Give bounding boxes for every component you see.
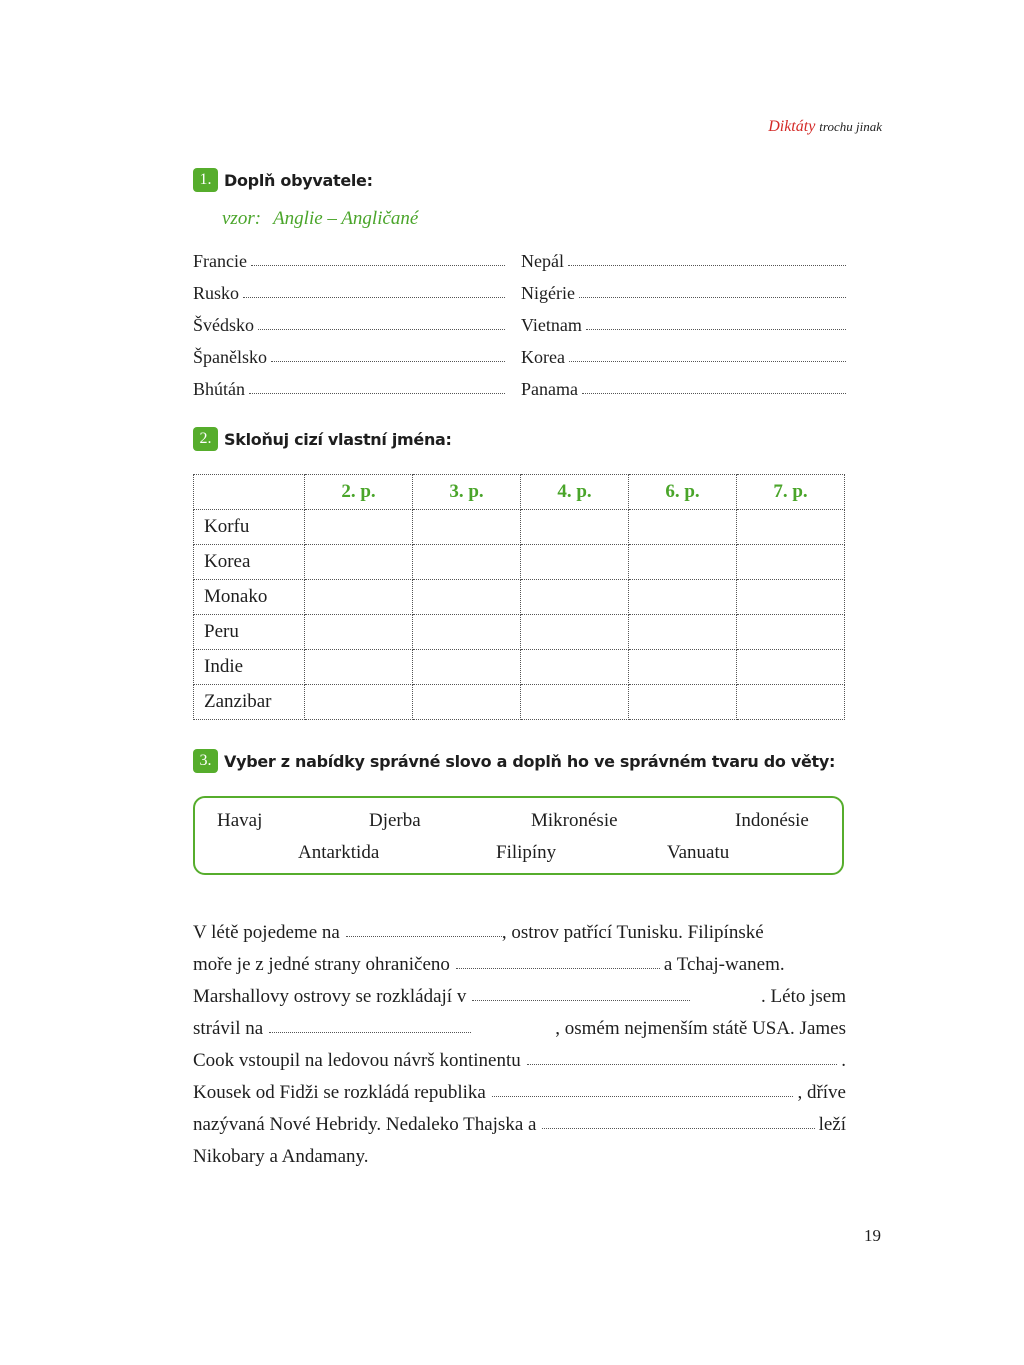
answer-blank[interactable] <box>258 328 505 330</box>
example-line <box>222 208 418 230</box>
exercise-number-badge: 1. <box>193 168 218 192</box>
answer-cell[interactable] <box>305 510 413 545</box>
country-label: Nepál <box>521 251 564 271</box>
exercise-number-badge: 3. <box>193 749 218 773</box>
answer-blank[interactable] <box>527 1063 838 1065</box>
row-label: Zanzibar <box>194 685 305 720</box>
answer-blank[interactable] <box>249 392 505 394</box>
answer-cell[interactable] <box>629 615 737 650</box>
answer-blank[interactable] <box>542 1127 814 1129</box>
page-number: 19 <box>864 1226 881 1245</box>
text-segment: nazývaná Nové Hebridy. Nedaleko Thajska a <box>193 1114 537 1135</box>
text-segment: , osmém nejmenším státě USA. James <box>555 1018 846 1039</box>
answer-cell[interactable] <box>629 545 737 580</box>
column-header: 4. p. <box>521 475 629 510</box>
exercise-instruction: Vyber z nabídky správné slovo a doplň ho ve správném tvaru do věty: <box>224 751 836 771</box>
text-line <box>193 1040 846 1072</box>
answer-blank[interactable] <box>582 392 846 394</box>
table-row <box>194 545 845 580</box>
table-row <box>194 650 845 685</box>
word-bank-box <box>193 796 844 875</box>
answer-blank[interactable] <box>579 296 846 298</box>
row-label: Korea <box>194 545 305 580</box>
exercise-number-badge: 2. <box>193 427 218 451</box>
row-label: Indie <box>194 650 305 685</box>
word-option: Havaj <box>217 810 263 831</box>
answer-cell[interactable] <box>737 685 845 720</box>
country-label: Španělsko <box>193 347 267 367</box>
answer-cell[interactable] <box>521 615 629 650</box>
answer-cell[interactable] <box>413 685 521 720</box>
table-row <box>194 685 845 720</box>
answer-cell[interactable] <box>413 650 521 685</box>
country-label: Rusko <box>193 283 240 303</box>
answer-cell[interactable] <box>413 615 521 650</box>
text-line <box>193 1136 846 1168</box>
answer-cell[interactable] <box>521 580 629 615</box>
answer-cell[interactable] <box>737 650 845 685</box>
answer-cell[interactable] <box>629 650 737 685</box>
answer-blank[interactable] <box>456 967 660 969</box>
fill-row <box>521 336 846 368</box>
word-option: Djerba <box>369 810 421 831</box>
text-segment: V létě pojedeme na <box>193 922 340 943</box>
word-option: Antarktida <box>298 842 380 863</box>
book-subtitle: trochu jinak <box>819 119 882 134</box>
answer-cell[interactable] <box>305 615 413 650</box>
text-segment: . Léto jsem <box>761 986 846 1007</box>
answer-blank[interactable] <box>251 264 505 266</box>
answer-blank[interactable] <box>271 360 505 362</box>
answer-cell[interactable] <box>305 580 413 615</box>
row-label: Peru <box>194 615 305 650</box>
example-text: Anglie – Angličané <box>273 208 419 229</box>
answer-blank[interactable] <box>472 999 690 1001</box>
column-header: 6. p. <box>629 475 737 510</box>
fill-row <box>193 368 505 400</box>
column-header: 3. p. <box>413 475 521 510</box>
text-segment: Marshallovy ostrovy se rozkládají v <box>193 986 467 1007</box>
answer-cell[interactable] <box>737 510 845 545</box>
country-label: Švédsko <box>193 315 255 335</box>
text-segment: leží <box>818 1114 846 1135</box>
answer-cell[interactable] <box>521 685 629 720</box>
answer-cell[interactable] <box>413 580 521 615</box>
text-line <box>193 976 846 1008</box>
fill-row <box>193 240 505 272</box>
answer-blank[interactable] <box>568 264 846 266</box>
exercise-1-heading <box>193 168 373 192</box>
text-segment: Nikobary a Andamany. <box>193 1146 369 1167</box>
fill-row <box>521 272 846 304</box>
country-label: Panama <box>521 379 578 399</box>
answer-blank[interactable] <box>269 1031 471 1033</box>
fill-row <box>193 272 505 304</box>
answer-cell[interactable] <box>629 580 737 615</box>
header-corner <box>194 475 305 510</box>
text-segment: , ostrov patřící Tunisku. Filipínské <box>501 922 764 943</box>
text-line <box>193 912 846 944</box>
country-label: Nigérie <box>521 283 575 303</box>
exercise-instruction: Doplň obyvatele: <box>224 170 373 190</box>
answer-cell[interactable] <box>737 545 845 580</box>
column-header: 2. p. <box>305 475 413 510</box>
word-option: Vanuatu <box>667 842 730 863</box>
fill-row <box>521 368 846 400</box>
table-row <box>194 615 845 650</box>
answer-cell[interactable] <box>629 510 737 545</box>
text-line <box>193 944 846 976</box>
text-line <box>193 1104 846 1136</box>
country-label: Bhútán <box>193 379 245 399</box>
answer-cell[interactable] <box>305 545 413 580</box>
answer-cell[interactable] <box>413 510 521 545</box>
word-option: Filipíny <box>496 842 557 863</box>
text-segment: . <box>841 1050 846 1071</box>
country-label: Vietnam <box>521 315 582 335</box>
word-option: Mikronésie <box>531 810 618 831</box>
answer-cell[interactable] <box>521 545 629 580</box>
answer-cell[interactable] <box>629 685 737 720</box>
answer-cell[interactable] <box>737 580 845 615</box>
exercise-instruction: Skloňuj cizí vlastní jména: <box>224 429 452 449</box>
text-line <box>193 1072 846 1104</box>
exercise-3-heading <box>193 749 835 773</box>
table-header-row <box>194 475 845 510</box>
book-title: Diktáty <box>768 118 816 135</box>
row-label: Monako <box>194 580 305 615</box>
answer-cell[interactable] <box>521 650 629 685</box>
answer-blank[interactable] <box>243 296 505 298</box>
country-label: Korea <box>521 347 565 367</box>
exercise-2-heading <box>193 427 452 451</box>
answer-blank[interactable] <box>569 360 846 362</box>
country-label: Francie <box>193 251 247 271</box>
text-segment: a Tchaj-wanem. <box>663 954 785 975</box>
answer-blank[interactable] <box>346 935 502 937</box>
text-segment: Kousek od Fidži se rozkládá republika <box>193 1082 486 1103</box>
fill-column-right <box>521 240 846 400</box>
fill-row <box>521 304 846 336</box>
answer-cell[interactable] <box>521 510 629 545</box>
answer-cell[interactable] <box>737 615 845 650</box>
text-segment: moře je z jedné strany ohraničeno <box>193 954 450 975</box>
text-segment: Cook vstoupil na ledovou návrš kontinentu <box>193 1050 521 1071</box>
gap-fill-paragraph <box>193 912 846 1168</box>
row-label: Korfu <box>194 510 305 545</box>
text-segment: , dříve <box>797 1082 846 1103</box>
word-option: Indonésie <box>735 810 809 831</box>
answer-cell[interactable] <box>305 650 413 685</box>
answer-blank[interactable] <box>586 328 846 330</box>
fill-row <box>193 304 505 336</box>
text-line <box>193 1008 846 1040</box>
answer-cell[interactable] <box>413 545 521 580</box>
example-label: vzor: <box>222 208 262 229</box>
running-header <box>768 116 882 136</box>
answer-cell[interactable] <box>305 685 413 720</box>
fill-row <box>521 240 846 272</box>
fill-row <box>193 336 505 368</box>
fill-column-left <box>193 240 505 400</box>
column-header: 7. p. <box>737 475 845 510</box>
table-row <box>194 510 845 545</box>
answer-blank[interactable] <box>492 1095 794 1097</box>
declension-table <box>193 474 845 720</box>
text-segment: strávil na <box>193 1018 264 1039</box>
table-row <box>194 580 845 615</box>
